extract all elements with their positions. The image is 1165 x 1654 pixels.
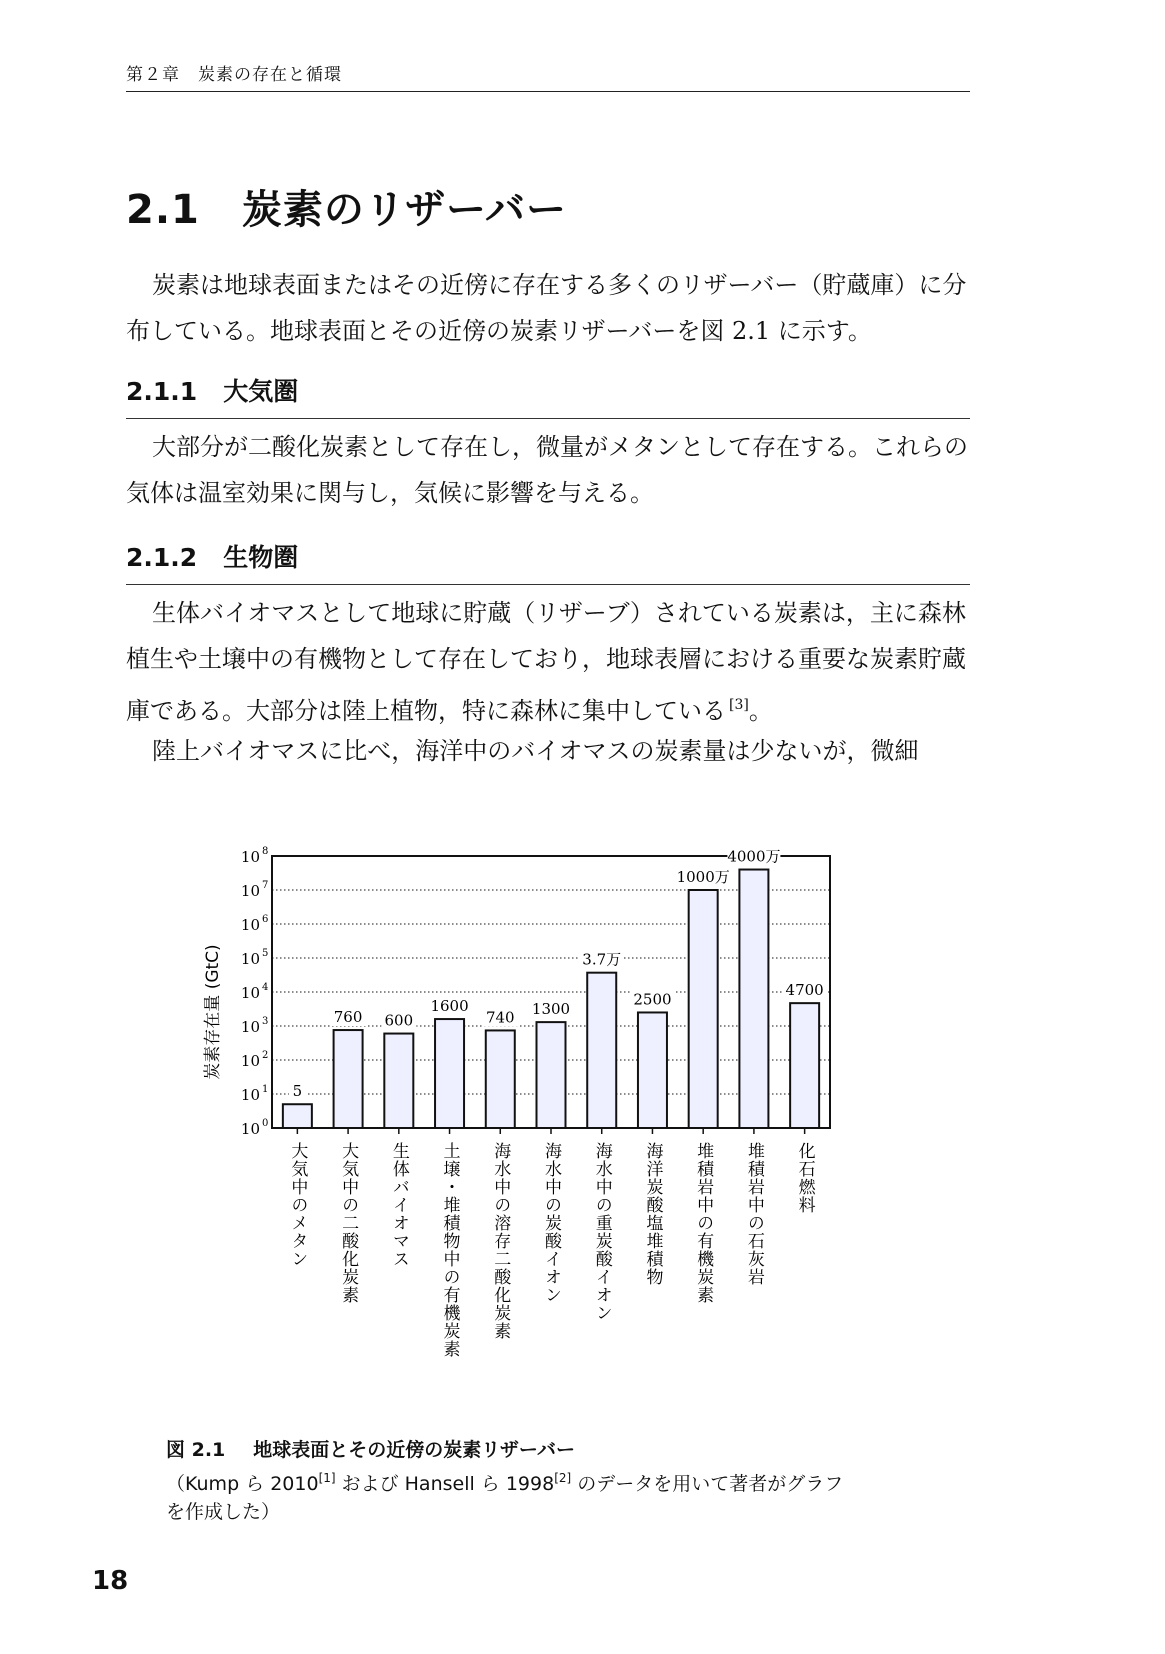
category-label: 海洋炭酸塩堆積物 bbox=[642, 1142, 663, 1286]
y-tick-label bbox=[241, 846, 268, 866]
page-number: 18 bbox=[92, 1566, 129, 1596]
y-tick-exponent: 4 bbox=[262, 982, 269, 993]
subsection-number: 2.1.1 bbox=[126, 377, 198, 406]
y-tick-label bbox=[241, 948, 268, 968]
y-tick-exponent: 5 bbox=[262, 948, 269, 959]
caption-source-line-2: を作成した） bbox=[166, 1501, 281, 1523]
citation-ref[interactable]: [3] bbox=[729, 697, 749, 713]
category-label: 堆積岩中の石灰岩 bbox=[743, 1142, 764, 1286]
figure-number: 図 2.1 bbox=[166, 1439, 226, 1461]
y-tick-base: 10 bbox=[240, 882, 260, 900]
subsection-heading-biosphere bbox=[126, 538, 970, 585]
section-heading bbox=[126, 178, 567, 235]
bars-layer bbox=[283, 870, 819, 1128]
bar bbox=[384, 1034, 413, 1128]
bar bbox=[486, 1030, 515, 1128]
data-label: 1000万 bbox=[676, 868, 730, 886]
section-title: 炭素のリザーバー bbox=[241, 187, 568, 233]
data-label: 1600 bbox=[430, 997, 469, 1016]
category-label: 大気中の二酸化炭素 bbox=[338, 1142, 359, 1304]
y-tick-label bbox=[241, 914, 268, 934]
data-label: 3.7万 bbox=[582, 950, 622, 969]
data-label: 1300 bbox=[531, 1000, 571, 1019]
citation-ref-2[interactable]: [2] bbox=[554, 1471, 572, 1485]
bar bbox=[435, 1019, 464, 1128]
data-label: 600 bbox=[384, 1011, 414, 1030]
caption-source-a: （Kump ら 2010 bbox=[166, 1473, 319, 1495]
bar bbox=[739, 870, 768, 1128]
biosphere-paragraph-1-text: 生体バイオマスとして地球に貯蔵（リザーブ）されている炭素は，主に森林植生や土壌中の有機物として存在しており，地球表層における重要な炭素貯蔵庫である。大部分は陸上植物，特に森林に集中している bbox=[126, 599, 966, 725]
data-label: 4700 bbox=[785, 981, 824, 1000]
running-head-text: 第２章 炭素の存在と循環 bbox=[126, 65, 342, 85]
bar bbox=[334, 1030, 363, 1128]
y-tick-base: 10 bbox=[240, 950, 260, 968]
bar bbox=[638, 1012, 667, 1128]
subsection-title: 生物圏 bbox=[223, 543, 299, 572]
category-label: 化石燃料 bbox=[794, 1142, 815, 1214]
y-axis-label: 炭素存在量 (GtC) bbox=[203, 944, 223, 1080]
caption-source-c: のデータを用いて著者がグラフ bbox=[571, 1473, 844, 1495]
biosphere-paragraph-2: 陸上バイオマスに比べ，海洋中のバイオマスの炭素量は少ないが，微細 bbox=[152, 737, 919, 765]
y-tick-label bbox=[241, 1118, 268, 1138]
bar bbox=[790, 1003, 819, 1128]
category-label: 大気中のメタン bbox=[287, 1142, 308, 1268]
section-number: 2.1 bbox=[126, 187, 200, 233]
y-tick-base: 10 bbox=[240, 984, 260, 1002]
data-label: 4000万 bbox=[727, 847, 781, 866]
category-label: 土壌・堆積物中の有機炭素 bbox=[439, 1142, 460, 1358]
citation-ref-1[interactable]: [1] bbox=[318, 1471, 336, 1485]
atmosphere-paragraph: 大部分が二酸化炭素として存在し，微量がメタンとして存在する。これらの気体は温室効果に関与し，気候に影響を与える。 bbox=[126, 433, 968, 507]
biosphere-paragraph-1 bbox=[126, 590, 970, 734]
running-head bbox=[126, 60, 970, 92]
y-tick-base: 10 bbox=[240, 1018, 260, 1036]
intro-paragraph: 炭素は地球表面またはその近傍に存在する多くのリザーバー（貯蔵庫）に分布している。地球表面とその近傍の炭素リザーバーを図 2.1 に示す。 bbox=[126, 271, 967, 345]
bar bbox=[537, 1022, 566, 1128]
y-tick-label bbox=[241, 880, 268, 900]
caption-source-b: および Hansell ら 1998 bbox=[335, 1473, 555, 1495]
carbon-reservoir-chart bbox=[200, 838, 960, 1398]
y-tick-exponent: 6 bbox=[262, 914, 269, 925]
y-tick-exponent: 7 bbox=[262, 880, 269, 891]
y-tick-base: 10 bbox=[240, 1120, 260, 1138]
data-label: 2500 bbox=[633, 990, 672, 1009]
y-tick-exponent: 0 bbox=[262, 1118, 269, 1129]
y-tick-base: 10 bbox=[240, 916, 260, 934]
category-label: 海水中の溶存二酸化炭素 bbox=[490, 1142, 511, 1340]
y-tick-base: 10 bbox=[240, 848, 260, 866]
category-label: 生体バイオマス bbox=[388, 1142, 409, 1268]
figure-caption bbox=[166, 1436, 986, 1526]
data-label: 5 bbox=[292, 1082, 303, 1101]
y-tick-label bbox=[241, 1016, 268, 1036]
y-tick-exponent: 3 bbox=[262, 1016, 269, 1027]
y-tick-base: 10 bbox=[240, 1052, 260, 1070]
data-label: 740 bbox=[485, 1008, 515, 1027]
bar bbox=[587, 973, 616, 1128]
caption-source-line bbox=[166, 1464, 986, 1498]
sentence-end: 。 bbox=[748, 697, 773, 725]
category-label: 海水中の炭酸イオン bbox=[541, 1142, 561, 1304]
y-tick-base: 10 bbox=[240, 1086, 260, 1104]
y-tick-label bbox=[241, 982, 268, 1002]
figure-carbon-reservoirs bbox=[200, 838, 960, 1402]
bar bbox=[689, 890, 718, 1128]
caption-title: 地球表面とその近傍の炭素リザーバー bbox=[253, 1439, 575, 1461]
y-tick-exponent: 2 bbox=[262, 1050, 269, 1061]
y-tick-label bbox=[241, 1084, 268, 1104]
subsection-heading-atmosphere bbox=[126, 372, 970, 419]
y-tick-exponent: 8 bbox=[262, 846, 269, 857]
y-tick-label bbox=[241, 1050, 268, 1070]
y-tick-exponent: 1 bbox=[262, 1084, 269, 1095]
data-label: 760 bbox=[333, 1008, 363, 1027]
subsection-number: 2.1.2 bbox=[126, 543, 198, 572]
caption-title-line bbox=[166, 1436, 986, 1464]
bar bbox=[283, 1104, 312, 1128]
category-label: 海水中の重炭酸イオン bbox=[591, 1142, 612, 1322]
category-label: 堆積岩中の有機炭素 bbox=[693, 1142, 714, 1304]
subsection-title: 大気圏 bbox=[223, 377, 299, 406]
